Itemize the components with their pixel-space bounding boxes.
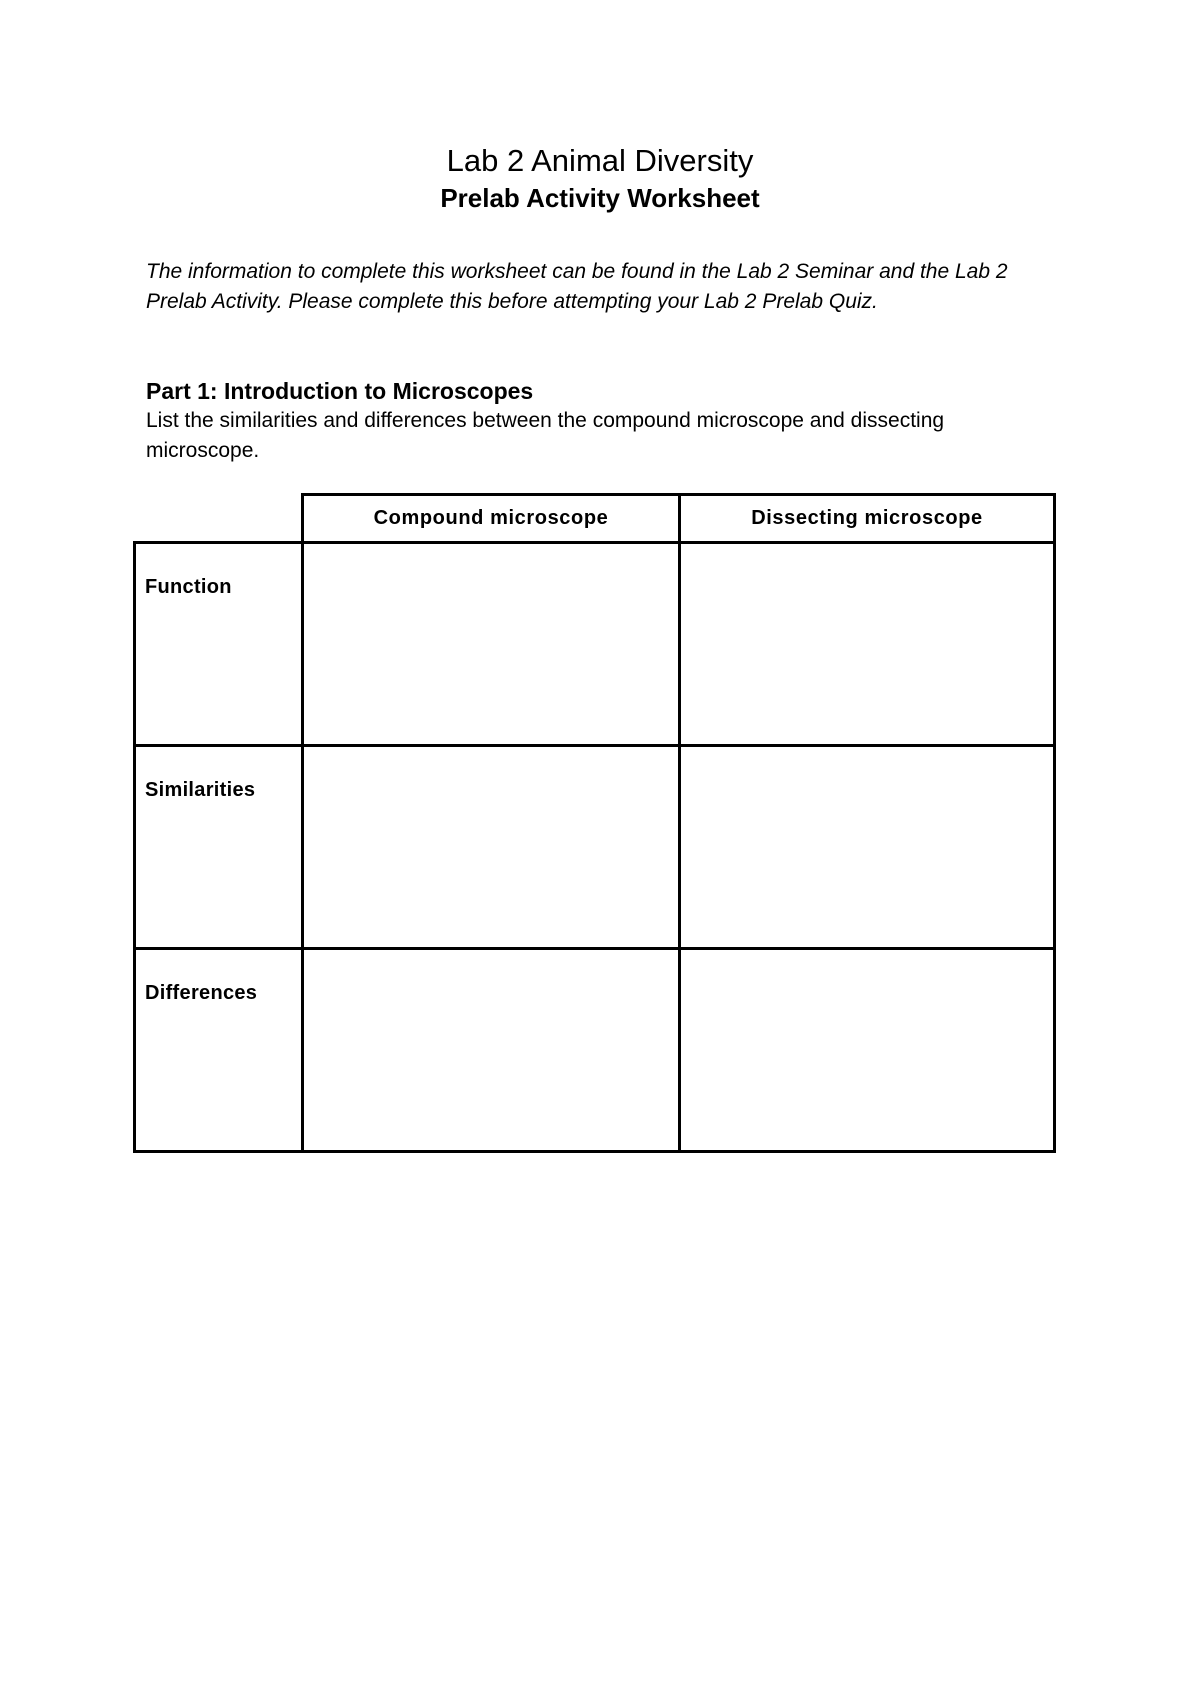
row-label-similarities: Similarities	[133, 744, 304, 950]
row-label-differences: Differences	[133, 947, 304, 1153]
function-compound-cell[interactable]	[301, 541, 681, 747]
column-header-compound: Compound microscope	[301, 493, 681, 544]
part-1-description: List the similarities and differences between the compound microscope and dissecting microscope.	[146, 409, 945, 462]
row-label-function: Function	[133, 541, 304, 747]
document-subtitle: Prelab Activity Worksheet	[440, 183, 760, 213]
column-header-dissecting: Dissecting microscope	[678, 493, 1056, 544]
microscope-comparison-table	[133, 493, 1053, 1153]
differences-compound-cell[interactable]	[301, 947, 681, 1153]
similarities-dissecting-cell[interactable]	[678, 744, 1056, 950]
intro-paragraph: The information to complete this worksheet can be found in the Lab 2 Seminar and the Lab 2 Prelab Activity. Please complete this before attempting your Lab 2 Prelab Quiz.	[146, 260, 1008, 313]
part-1-heading: Part 1: Introduction to Microscopes	[146, 378, 534, 404]
similarities-compound-cell[interactable]	[301, 744, 681, 950]
differences-dissecting-cell[interactable]	[678, 947, 1056, 1153]
document-title: Lab 2 Animal Diversity	[446, 143, 754, 178]
function-dissecting-cell[interactable]	[678, 541, 1056, 747]
